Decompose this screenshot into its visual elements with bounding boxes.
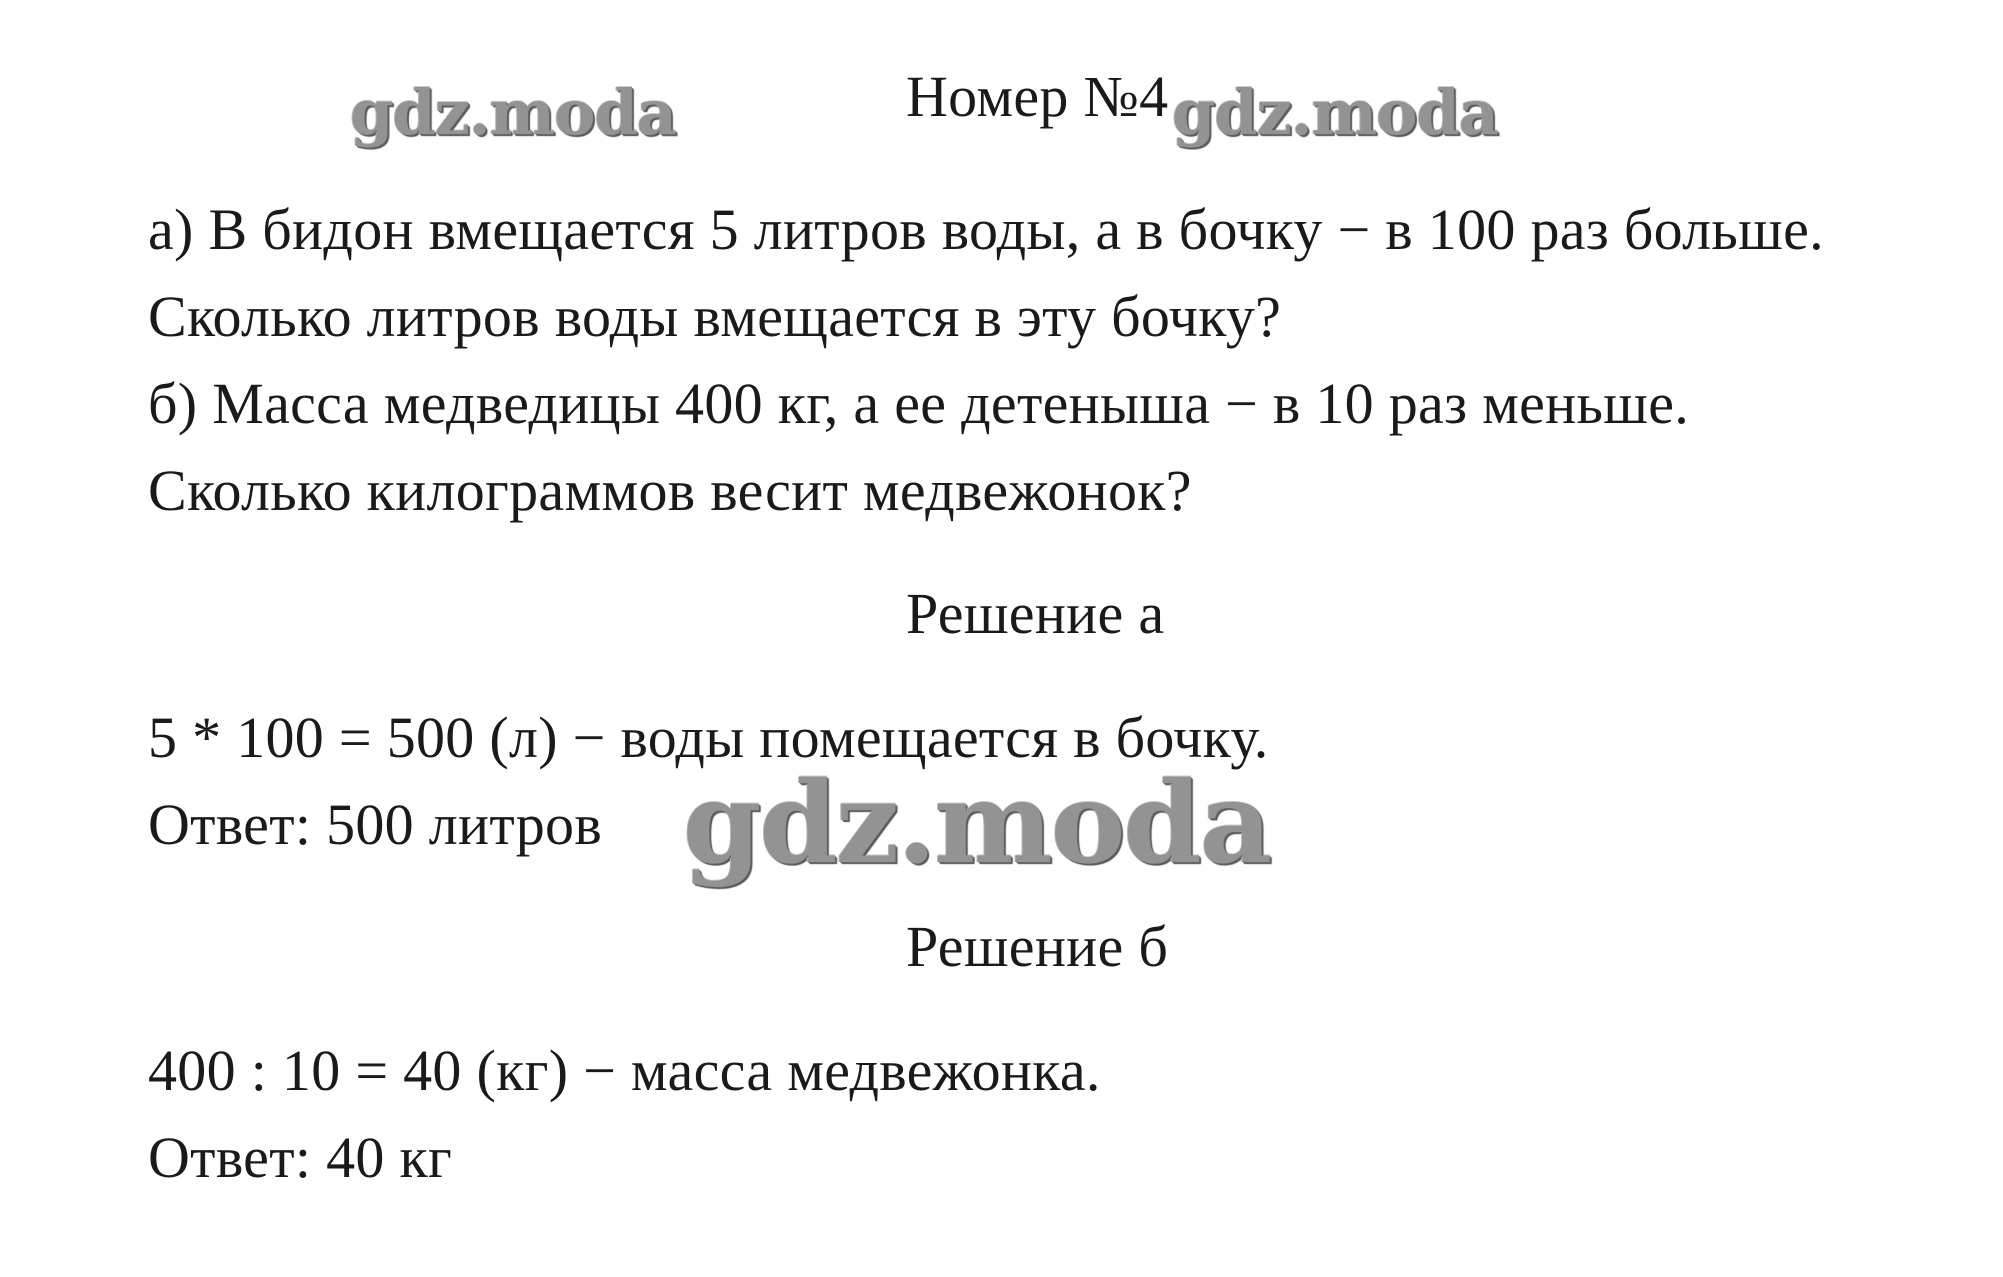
problem-a-line-1: а) В бидон вмещается 5 литров воды, а в бочку − в 100 раз больше. <box>148 197 1824 262</box>
solution-b-answer: Ответ: 40 кг <box>148 1125 453 1190</box>
problem-b-line-2: Сколько килограммов весит медвежонок? <box>148 458 1192 523</box>
solution-a-calc: 5 * 100 = 500 (л) − воды помещается в бочку. <box>148 705 1269 770</box>
watermark-middle: gdz.moda <box>683 758 1271 889</box>
watermark-top-left: gdz.moda <box>350 76 676 149</box>
solution-a-answer: Ответ: 500 литров <box>148 792 603 857</box>
problem-b-line-1: б) Масса медведицы 400 кг, а ее детеныша − в 10 раз меньше. <box>148 371 1690 436</box>
page-title: Номер №4 <box>906 64 1169 129</box>
watermark-top-right: gdz.moda <box>1172 76 1498 149</box>
solution-b-calc: 400 : 10 = 40 (кг) − масса медвежонка. <box>148 1038 1101 1103</box>
solution-a-heading: Решение а <box>906 581 1165 646</box>
problem-a-line-2: Сколько литров воды вмещается в эту бочку? <box>148 284 1282 349</box>
solution-b-heading: Решение б <box>906 914 1169 979</box>
